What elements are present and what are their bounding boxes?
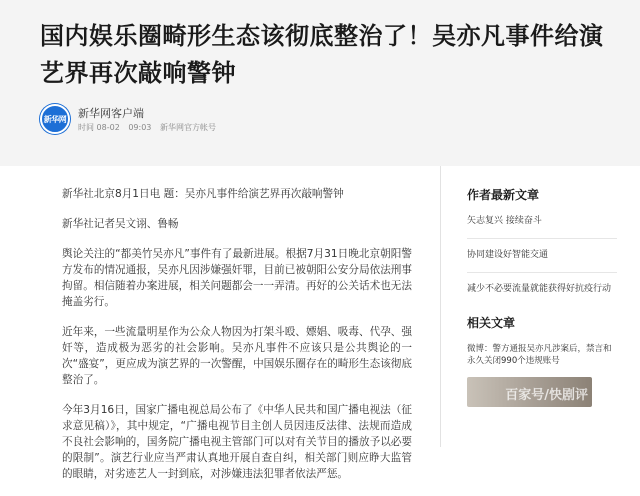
related-article-link[interactable]: 微博：警方通报吴亦凡涉案后，禁言和永久关闭990个违规账号 <box>467 344 612 366</box>
latest-article-link[interactable]: 矢志复兴 接续奋斗 <box>467 216 542 226</box>
latest-article-link[interactable]: 减少不必要流量就能获得好抗疫行动 <box>467 284 612 294</box>
related-articles-heading: 相关文章 <box>467 316 516 330</box>
divider <box>467 238 617 239</box>
avatar[interactable] <box>40 104 70 134</box>
article-paragraph: 新华社记者吴文诩、鲁畅 <box>62 218 179 230</box>
watermark: 百家号/快剧评 <box>505 388 588 403</box>
article-paragraph: 近年来，一些流量明星作为公众人物因为打架斗殴、嫖娼、吸毒、代孕、强奸等，造成极为恶劣的社会影响。吴亦凡事件不应该只是公共舆论的一次“盛宴”，更应成为演艺界的一次警醒，中国娱乐圈存在的畸形生态该彻底整治了。 <box>62 326 412 386</box>
xinhua-logo-icon <box>40 104 70 134</box>
latest-articles-heading: 作者最新文章 <box>467 188 540 202</box>
publish-time: 09:03 <box>128 123 152 132</box>
column-divider <box>440 166 441 447</box>
article-header <box>0 0 640 166</box>
article-paragraph: 舆论关注的“都美竹吴亦凡”事件有了最新进展。根据7月31日晚北京朝阳警方发布的情况通报，吴亦凡因涉嫌强奸罪，目前已被朝阳公安分局依法刑事拘留。相信随着办案进展，相关问题都会一一弄清。再好的公关话术也无法掩盖劣行。 <box>62 248 412 308</box>
publish-date: 时间 08-02 <box>78 123 120 132</box>
avatar-text: 新华网 <box>43 114 67 124</box>
divider <box>467 272 617 273</box>
latest-article-link[interactable]: 协同建设好智能交通 <box>467 250 549 260</box>
account-type: 新华网官方帐号 <box>159 123 216 132</box>
source-name[interactable]: 新华网客户端 <box>78 107 144 120</box>
related-article-thumbnail[interactable] <box>467 377 592 407</box>
article-title: 国内娱乐圈畸形生态该彻底整治了！吴亦凡事件给演艺界再次敲响警钟 <box>40 22 604 87</box>
publish-meta <box>78 122 222 133</box>
article-paragraph: 新华社北京8月1日电 题：吴亦凡事件给演艺界再次敲响警钟 <box>62 188 344 200</box>
article-body <box>62 186 412 496</box>
sidebar <box>467 186 617 407</box>
article-paragraph: 今年3月16日，国家广播电视总局公布了《中华人民共和国广播电视法（征求意见稿）》，其中规定，“广播电视节目主创人员因违反法律、法规而造成不良社会影响的，国务院广播电视主管部门可以对有关节目的播放予以必要的限制”。演艺行业应当严肃认真地开展自查自纠，相关部门则应睁大监管的眼睛，对劣迹艺人一封到底，对涉嫌违法犯罪者依法严惩。 <box>62 404 412 480</box>
